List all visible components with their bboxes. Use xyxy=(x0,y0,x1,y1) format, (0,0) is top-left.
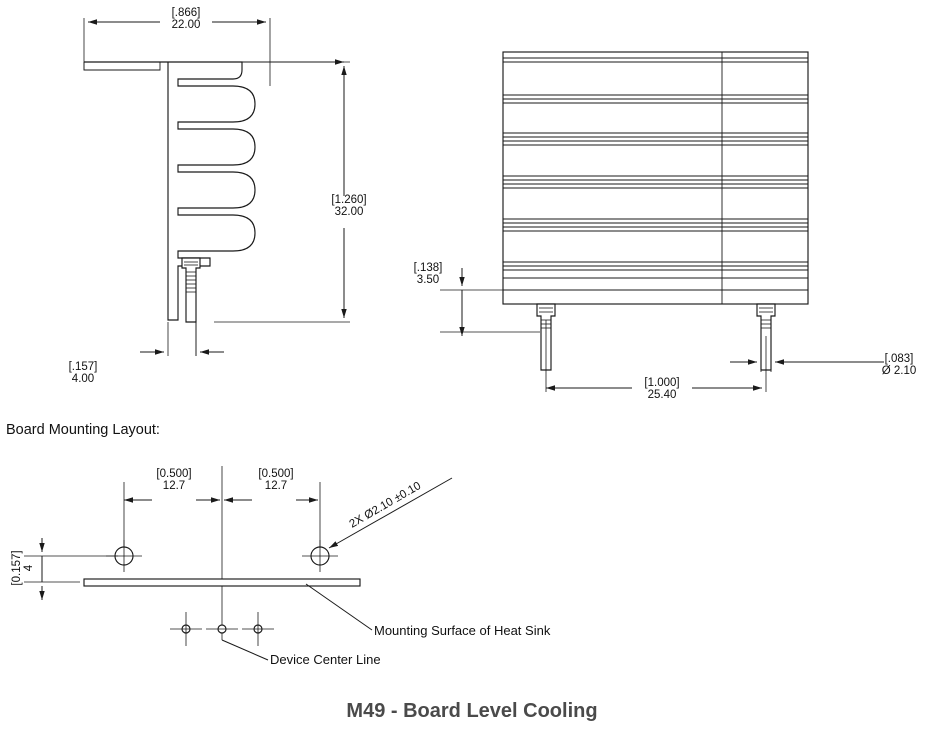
side-offset-inch: [.157] xyxy=(68,361,98,373)
page-title: M49 - Board Level Cooling xyxy=(346,700,598,722)
board-dim-right-inch: [0.500] xyxy=(258,468,294,480)
front-pin-spacing-inch: [1.000] xyxy=(644,377,680,389)
front-base-mm: 3.50 xyxy=(416,274,440,286)
board-dim-right-mm: 12.7 xyxy=(264,480,288,492)
side-height-inch: [1.260] xyxy=(331,194,367,206)
side-offset-mm: 4.00 xyxy=(71,373,95,385)
board-mounting-layout xyxy=(6,422,551,667)
heatsink-profile xyxy=(84,62,255,320)
side-profile-view xyxy=(69,7,367,385)
mounting-surface-label: Mounting Surface of Heat Sink xyxy=(374,623,551,638)
front-base-inch: [.138] xyxy=(413,262,443,274)
device-center-line-label: Device Center Line xyxy=(270,652,381,667)
front-pin-spacing-mm: 25.40 xyxy=(647,389,677,401)
front-pin-dia-mm: Ø 2.10 xyxy=(881,365,917,377)
board-offset-mm: 4 xyxy=(23,564,35,572)
side-height-mm: 32.00 xyxy=(334,206,364,218)
mounting-surface-bar xyxy=(84,579,360,586)
board-section-heading: Board Mounting Layout: xyxy=(6,422,160,438)
side-view-pin xyxy=(182,258,200,322)
side-width-inch: [.866] xyxy=(171,7,201,19)
mounting-hole-right xyxy=(302,540,338,572)
side-width-mm: 22.00 xyxy=(171,19,201,31)
hole-callout-label: 2X Ø2.10 ±0.10 xyxy=(347,479,424,531)
board-offset-inch: [0.157] xyxy=(11,550,23,586)
front-view xyxy=(414,52,917,401)
board-dim-left-mm: 12.7 xyxy=(162,480,186,492)
front-pin-dia-inch: [.083] xyxy=(884,353,914,365)
board-dim-left-inch: [0.500] xyxy=(156,468,192,480)
